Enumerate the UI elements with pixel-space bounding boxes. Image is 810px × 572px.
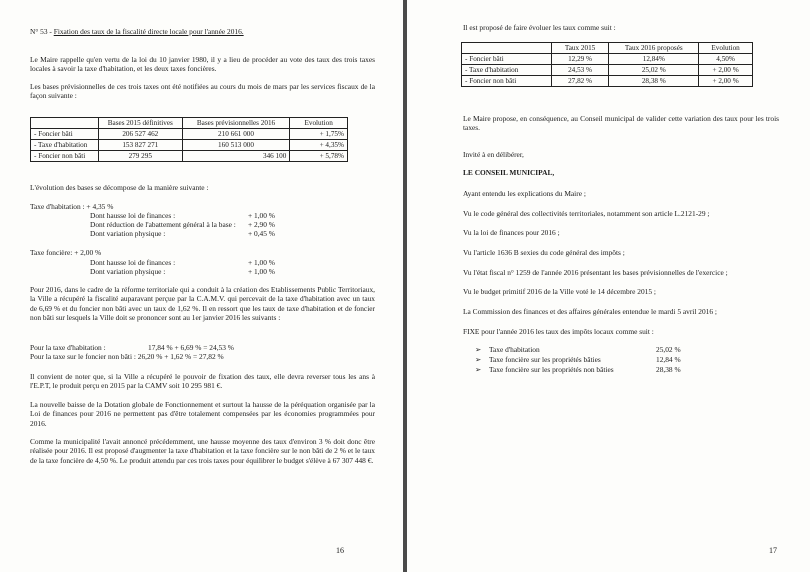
tf-line-label: Dont hausse loi de finances : bbox=[90, 258, 176, 267]
table-cell: - Taxe d'habitation bbox=[462, 65, 552, 76]
bases-paragraph: Les bases prévisionnelles de ces trois taxes ont été notifiées au cours du mois de mars par les services fiscaux de la façon suivante : bbox=[30, 82, 375, 101]
tf-line-value: + 1,00 % bbox=[248, 258, 275, 267]
vu-line: Vu l'état fiscal n° 1259 de l'année 2016 présentant les bases prévisionnelles de l'exercice ; bbox=[463, 268, 728, 277]
table-cell: 24,53 % bbox=[551, 65, 609, 76]
table-cell: - Foncier non bâti bbox=[31, 151, 99, 162]
table-cell: 28,38 % bbox=[609, 76, 699, 87]
final-rate-value: 28,38 % bbox=[656, 365, 681, 374]
fixe-line: FIXE pour l'année 2016 les taux des impôts locaux comme suit : bbox=[463, 327, 654, 336]
table-header-cell: Taux 2016 proposés bbox=[609, 43, 699, 54]
table-cell: 160 513 000 bbox=[182, 140, 290, 151]
reversal-paragraph: Il convient de noter que, si la Ville a récupéré le pouvoir de fixation des taux, elle devra reverser tous les ans à l'E.P.T, le produit perçu en 2015 par la CAMV soit 10 295 981 €. bbox=[30, 372, 375, 391]
table-header-cell: Taux 2015 bbox=[551, 43, 609, 54]
th-line-label: Dont hausse loi de finances : bbox=[90, 211, 176, 220]
heading-title: Fixation des taux de la fiscalité directe locale pour l'année 2016. bbox=[53, 27, 244, 36]
final-rate-label: Taxe d'habitation bbox=[489, 345, 540, 354]
table-cell: + 2,00 % bbox=[699, 76, 753, 87]
table-cell: 279 295 bbox=[98, 151, 182, 162]
evolution-intro: L'évolution des bases se décompose de la manière suivante : bbox=[30, 183, 209, 192]
th-line-label: Dont réduction de l'abattement général à la base : bbox=[90, 220, 236, 229]
invite-line: Invité à en délibérer, bbox=[463, 150, 524, 159]
table-header-cell bbox=[31, 118, 99, 129]
final-rate-label: Taxe foncière sur les propriétés bâties bbox=[489, 355, 601, 364]
table-cell: - Foncier bâti bbox=[31, 129, 99, 140]
tf-breakdown-title: Taxe foncière: + 2,00 % bbox=[30, 248, 102, 257]
table-header-cell: Bases prévisionnelles 2016 bbox=[182, 118, 290, 129]
th-line-label: Dont variation physique : bbox=[90, 229, 166, 238]
table-cell: 206 527 462 bbox=[98, 129, 182, 140]
page-heading bbox=[30, 27, 244, 36]
th-line-value: + 0,45 % bbox=[248, 229, 275, 238]
table-header-row bbox=[462, 43, 753, 54]
table-row bbox=[31, 151, 348, 162]
proposal-paragraph: Le Maire propose, en conséquence, au Conseil municipal de valider cette variation des taux pour les trois taxes. bbox=[463, 114, 779, 133]
table-cell: 4,50% bbox=[699, 54, 753, 65]
tf-line-label: Dont variation physique : bbox=[90, 267, 166, 276]
table-cell: 12,84% bbox=[609, 54, 699, 65]
table-row bbox=[462, 54, 753, 65]
vu-line: Vu la loi de finances pour 2016 ; bbox=[463, 228, 560, 237]
table-row bbox=[462, 76, 753, 87]
left-page bbox=[0, 0, 403, 572]
table-header-row bbox=[31, 118, 348, 129]
table-header-cell: Evolution bbox=[699, 43, 753, 54]
final-rate-item bbox=[475, 365, 614, 374]
vu-line: Vu l'article 1636 B sexies du code général des impôts ; bbox=[463, 248, 625, 257]
table-cell: 346 100 bbox=[182, 151, 290, 162]
th-breakdown-title: Taxe d'habitation : + 4,35 % bbox=[30, 202, 114, 211]
final-rate-label: Taxe foncière sur les propriétés non bâties bbox=[489, 365, 614, 374]
table-cell: + 4,35% bbox=[290, 140, 348, 151]
bases-table bbox=[30, 117, 348, 162]
page-number: 17 bbox=[769, 546, 777, 555]
arrow-bullet-icon: ➢ bbox=[475, 345, 482, 354]
table-cell: 153 827 271 bbox=[98, 140, 182, 151]
th-line-value: + 1,00 % bbox=[248, 211, 275, 220]
final-rate-value: 25,02 % bbox=[656, 345, 681, 354]
dgf-paragraph: La nouvelle baisse de la Dotation globale de Fonctionnement et surtout la hausse de la péréquation organisée par la Loi de finances pour 2016 ne permettent pas d'être totalement compensées par les économies programmées pour 2016. bbox=[30, 400, 375, 428]
table-cell: + 1,75% bbox=[290, 129, 348, 140]
rates-table bbox=[461, 42, 753, 87]
table-cell: 12,29 % bbox=[551, 54, 609, 65]
final-rate-item bbox=[475, 355, 601, 364]
council-heading: LE CONSEIL MUNICIPAL, bbox=[463, 168, 555, 177]
table-row bbox=[462, 65, 753, 76]
tf-line-value: + 1,00 % bbox=[248, 267, 275, 276]
arrow-bullet-icon: ➢ bbox=[475, 355, 482, 364]
table-row bbox=[31, 129, 348, 140]
final-rate-value: 12,84 % bbox=[656, 355, 681, 364]
table-cell: 210 661 000 bbox=[182, 129, 290, 140]
table-header-cell bbox=[462, 43, 552, 54]
table-cell: + 2,00 % bbox=[699, 65, 753, 76]
table-cell: 27,82 % bbox=[551, 76, 609, 87]
table-header-cell: Bases 2015 définitives bbox=[98, 118, 182, 129]
table-row bbox=[31, 140, 348, 151]
arrow-bullet-icon: ➢ bbox=[475, 365, 482, 374]
th-line-value: + 2,90 % bbox=[248, 220, 275, 229]
reform-paragraph: Pour 2016, dans le cadre de la réforme territoriale qui a conduit à la création des Etablissements Public Territoriaux, la Ville a récupéré la fiscalité auparavant perçue par la C.A.M.V. qui percevait de la taxe d'habitation avec un taux de 6,69 % et du foncier non bâti avec un taux de 1,62 %. Il en ressort que les taux de taxe d'habitation et de foncier non bâti sur lesquels la Ville doit se prononcer sont au 1er janvier 2016 les suivants : bbox=[30, 285, 375, 323]
table-cell: - Taxe d'habitation bbox=[31, 140, 99, 151]
rates-intro: Il est proposé de faire évoluer les taux comme suit : bbox=[463, 23, 616, 32]
right-page bbox=[407, 0, 810, 572]
table-cell: 25,02 % bbox=[609, 65, 699, 76]
heading-number: N° 53 - bbox=[30, 27, 54, 36]
table-cell: - Foncier non bâti bbox=[462, 76, 552, 87]
page-number: 16 bbox=[336, 546, 344, 555]
table-cell: + 5,78% bbox=[290, 151, 348, 162]
increase-paragraph: Comme la municipalité l'avait annoncé précédemment, une hausse moyenne des taux d'environ 3 % doit donc être réalisée pour 2016. Il est proposé d'augmenter la taxe d'habitation et la taxe foncière sur le non bâti de 2 % et le taux de la taxe foncière de 4,50 %. Le produit attendu par ces trois taxes pour équilibrer le budget s'élève à 67 307 448 €. bbox=[30, 437, 375, 465]
intro-paragraph: Le Maire rappelle qu'en vertu de la loi du 10 janvier 1980, il y a lieu de procéder au vote des taux des trois taxes locales à savoir la taxe d'habitation, et les deux taxes foncières. bbox=[30, 55, 375, 74]
table-header-cell: Evolution bbox=[290, 118, 348, 129]
table-cell: - Foncier bâti bbox=[462, 54, 552, 65]
vu-line: La Commission des finances et des affaires générales entendue le mardi 5 avril 2016 ; bbox=[463, 307, 717, 316]
vu-line: Ayant entendu les explications du Maire ; bbox=[463, 189, 586, 198]
final-rate-item bbox=[475, 345, 540, 354]
rate-th-label: Pour la taxe d'habitation : bbox=[30, 343, 106, 352]
rate-fnb: Pour la taxe sur le foncier non bâti : 26,20 % + 1,62 % = 27,82 % bbox=[30, 352, 224, 361]
vu-line: Vu le code général des collectivités territoriales, notamment son article L.2121-29 ; bbox=[463, 209, 710, 218]
vu-line: Vu le budget primitif 2016 de la Ville voté le 14 décembre 2015 ; bbox=[463, 287, 656, 296]
rate-th-value: 17,84 % + 6,69 % = 24,53 % bbox=[148, 343, 234, 352]
